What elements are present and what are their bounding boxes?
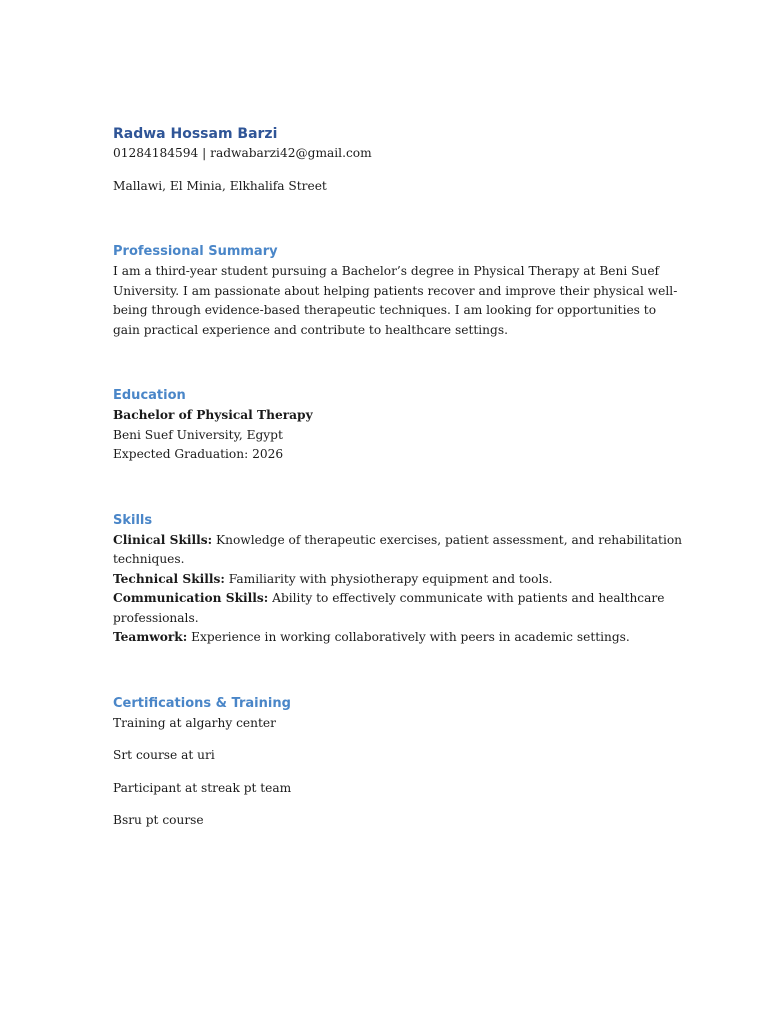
skill-text: Knowledge of therapeutic exercises, patient assessment, and rehabilitation (212, 532, 683, 547)
summary-line: being through evidence-based therapeutic techniques. I am looking for opportunities to (113, 303, 657, 317)
summary-line: University. I am passionate about helping patients recover and improve their physical well- (113, 283, 678, 298)
skill-item (113, 589, 665, 609)
certification-item: Bsru pt course (113, 813, 204, 827)
skill-label: Communication Skills: (113, 591, 269, 605)
certification-item: Participant at streak pt team (113, 780, 292, 795)
university-name: Beni Suef University, Egypt (113, 427, 283, 442)
education-heading: Education (113, 388, 186, 403)
contact-line: 01284184594 | radwabarzi42@gmail.com (113, 146, 372, 160)
certification-item: Training at algarhy center (113, 715, 276, 730)
summary-paragraph (113, 262, 678, 340)
resume-document (113, 124, 683, 844)
summary-heading: Professional Summary (113, 244, 278, 259)
skills-list (113, 531, 683, 648)
summary-line: gain practical experience and contribute to healthcare settings. (113, 322, 508, 337)
skill-item (113, 570, 658, 590)
degree-title: Bachelor of Physical Therapy (113, 408, 313, 422)
skill-label: Teamwork: (113, 630, 188, 644)
skill-label: Clinical Skills: (113, 532, 213, 547)
resume-name: Radwa Hossam Barzi (113, 126, 278, 142)
certification-item: Srt course at uri (113, 748, 215, 762)
skill-label: Technical Skills: (113, 571, 225, 586)
skill-text: Familiarity with physiotherapy equipment and tools. (224, 571, 553, 586)
skill-continuation: techniques. (113, 552, 185, 566)
address-line: Mallawi, El Minia, Elkhalifa Street (113, 178, 327, 193)
skill-item (113, 531, 683, 551)
graduation-date: Expected Graduation: 2026 (113, 447, 284, 461)
skill-item (113, 628, 658, 648)
skill-text: Ability to effectively communicate with patients and healthcare (268, 591, 665, 605)
summary-line: I am a third-year student pursuing a Bachelor’s degree in Physical Therapy at Beni Suef (113, 264, 660, 278)
skill-continuation: professionals. (113, 610, 199, 625)
skill-text: Experience in working collaboratively with peers in academic settings. (187, 630, 630, 644)
skills-heading: Skills (113, 512, 153, 528)
certifications-heading: Certifications & Training (113, 695, 291, 711)
